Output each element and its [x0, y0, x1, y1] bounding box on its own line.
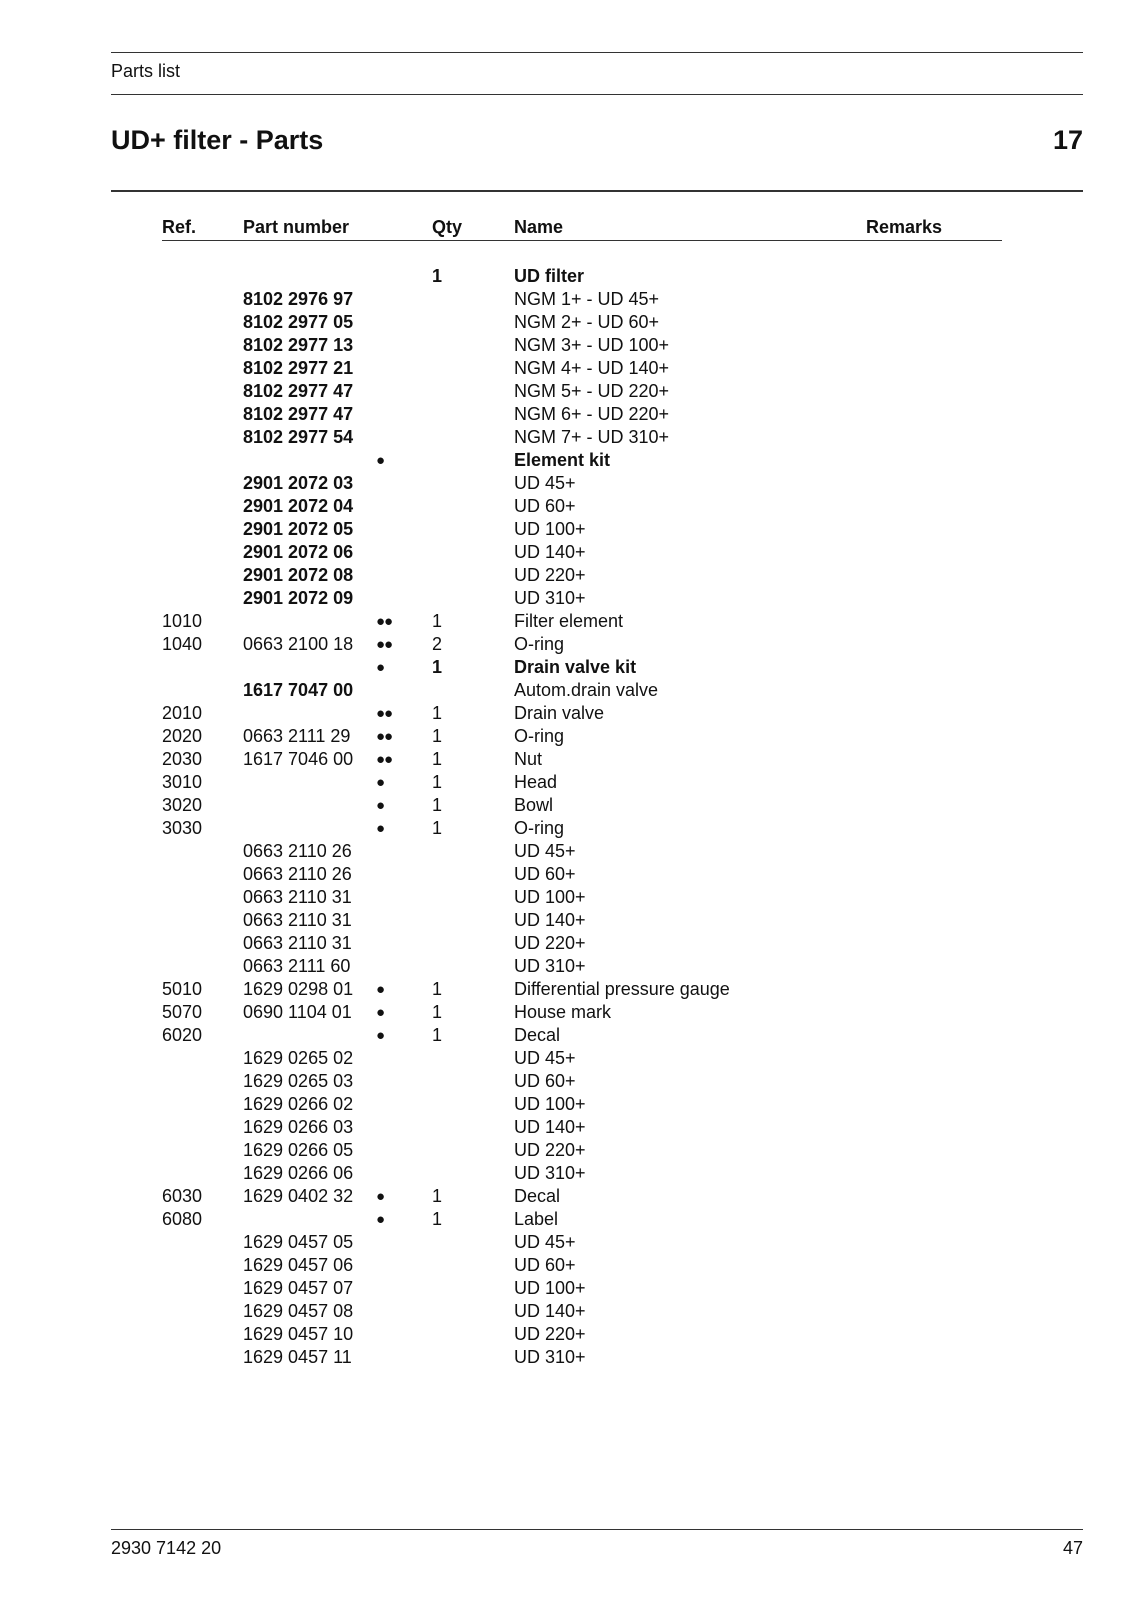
part-number-cell: 8102 2977 47	[243, 381, 354, 401]
table-row	[0, 633, 1131, 656]
qty-cell: 1	[432, 749, 443, 769]
table-row	[0, 518, 1131, 541]
table-row	[0, 863, 1131, 886]
table-row	[0, 1300, 1131, 1323]
footer-rule	[111, 1529, 1083, 1530]
name-cell: O-ring	[514, 726, 565, 746]
qty-cell: 1	[432, 818, 443, 838]
part-number-cell: 1629 0457 07	[243, 1278, 354, 1298]
qty-cell: 1	[432, 266, 443, 286]
table-row	[0, 1208, 1131, 1231]
ref-cell: 6030	[162, 1186, 203, 1206]
name-cell: UD 45+	[514, 1048, 576, 1068]
ref-cell: 2030	[162, 749, 203, 769]
level-marker: ●●	[376, 613, 393, 630]
part-number-cell: 1629 0266 02	[243, 1094, 354, 1114]
name-cell: UD 100+	[514, 887, 586, 907]
qty-cell: 1	[432, 795, 443, 815]
name-cell: Nut	[514, 749, 543, 769]
part-number-cell: 1629 0265 03	[243, 1071, 354, 1091]
name-cell: NGM 2+ - UD 60+	[514, 312, 660, 332]
qty-cell: 1	[432, 979, 443, 999]
section-number: 17	[1052, 125, 1083, 155]
column-header-remarks: Remarks	[866, 217, 943, 237]
ref-cell: 2010	[162, 703, 203, 723]
column-header-part-number: Part number	[243, 217, 350, 237]
page-number: 47	[1062, 1538, 1083, 1558]
part-number-cell: 0663 2110 31	[243, 910, 352, 930]
table-row	[0, 1185, 1131, 1208]
table-row	[0, 265, 1131, 288]
section-title: UD+ filter - Parts	[111, 125, 324, 155]
table-row	[0, 1277, 1131, 1300]
table-row	[0, 288, 1131, 311]
name-cell: Filter element	[514, 611, 624, 631]
name-cell: Drain valve kit	[514, 657, 637, 677]
name-cell: UD 45+	[514, 473, 576, 493]
table-row	[0, 403, 1131, 426]
table-row	[0, 1323, 1131, 1346]
part-number-cell: 1629 0265 02	[243, 1048, 354, 1068]
name-cell: House mark	[514, 1002, 612, 1022]
ref-cell: 6020	[162, 1025, 203, 1045]
table-row	[0, 426, 1131, 449]
part-number-cell: 1629 0457 10	[243, 1324, 354, 1344]
table-row	[0, 1024, 1131, 1047]
name-cell: Drain valve	[514, 703, 605, 723]
part-number-cell: 8102 2977 21	[243, 358, 354, 378]
table-row	[0, 357, 1131, 380]
part-number-cell: 8102 2977 54	[243, 427, 354, 447]
qty-cell: 1	[432, 726, 443, 746]
part-number-cell: 0663 2110 26	[243, 864, 352, 884]
ref-cell: 6080	[162, 1209, 203, 1229]
qty-cell: 1	[432, 1209, 443, 1229]
table-row	[0, 541, 1131, 564]
qty-cell: 1	[432, 1025, 443, 1045]
name-cell: NGM 7+ - UD 310+	[514, 427, 670, 447]
table-row	[0, 380, 1131, 403]
level-marker: ●	[376, 1004, 385, 1021]
part-number-cell: 1629 0266 06	[243, 1163, 354, 1183]
name-cell: UD 310+	[514, 1347, 586, 1367]
part-number-cell: 1629 0457 11	[243, 1347, 352, 1367]
name-cell: UD 60+	[514, 1255, 576, 1275]
table-row	[0, 311, 1131, 334]
ref-cell: 1040	[162, 634, 203, 654]
table-row	[0, 679, 1131, 702]
name-cell: UD 100+	[514, 519, 586, 539]
name-cell: NGM 6+ - UD 220+	[514, 404, 670, 424]
level-marker: ●	[376, 1027, 385, 1044]
qty-cell: 1	[432, 611, 443, 631]
part-number-cell: 0663 2111 29	[243, 726, 351, 746]
name-cell: UD 310+	[514, 588, 586, 608]
name-cell: NGM 1+ - UD 45+	[514, 289, 660, 309]
name-cell: UD 310+	[514, 1163, 586, 1183]
table-row	[0, 794, 1131, 817]
part-number-cell: 8102 2977 05	[243, 312, 354, 332]
level-marker: ●	[376, 659, 385, 676]
part-number-cell: 8102 2977 47	[243, 404, 354, 424]
table-row	[0, 725, 1131, 748]
level-marker: ●	[376, 1211, 385, 1228]
ref-cell: 3010	[162, 772, 203, 792]
part-number-cell: 1629 0298 01	[243, 979, 354, 999]
name-cell: UD 220+	[514, 1140, 586, 1160]
level-marker: ●	[376, 981, 385, 998]
name-cell: Bowl	[514, 795, 554, 815]
column-header-qty: Qty	[432, 217, 463, 237]
part-number-cell: 1629 0457 06	[243, 1255, 354, 1275]
name-cell: UD 310+	[514, 956, 586, 976]
name-cell: Head	[514, 772, 558, 792]
table-row	[0, 702, 1131, 725]
table-row	[0, 1231, 1131, 1254]
name-cell: NGM 5+ - UD 220+	[514, 381, 670, 401]
name-cell: UD 60+	[514, 864, 576, 884]
section-rule	[111, 190, 1083, 192]
qty-cell: 1	[432, 772, 443, 792]
name-cell: Autom.drain valve	[514, 680, 659, 700]
table-row	[0, 587, 1131, 610]
qty-cell: 1	[432, 703, 443, 723]
name-cell: Decal	[514, 1186, 561, 1206]
part-number-cell: 2901 2072 04	[243, 496, 354, 516]
part-number-cell: 1629 0457 05	[243, 1232, 354, 1252]
ref-cell: 5070	[162, 1002, 203, 1022]
name-cell: NGM 4+ - UD 140+	[514, 358, 670, 378]
column-header-name: Name	[514, 217, 564, 237]
part-number-cell: 0663 2110 31	[243, 887, 352, 907]
part-number-cell: 8102 2977 13	[243, 335, 354, 355]
level-marker: ●	[376, 797, 385, 814]
table-row	[0, 1254, 1131, 1277]
part-number-cell: 1629 0457 08	[243, 1301, 354, 1321]
name-cell: Label	[514, 1209, 559, 1229]
name-cell: UD 140+	[514, 1301, 586, 1321]
part-number-cell: 2901 2072 09	[243, 588, 354, 608]
table-row	[0, 817, 1131, 840]
part-number-cell: 0690 1104 01	[243, 1002, 352, 1022]
name-cell: Decal	[514, 1025, 561, 1045]
table-row	[0, 1070, 1131, 1093]
name-cell: UD 140+	[514, 910, 586, 930]
level-marker: ●	[376, 452, 385, 469]
table-row	[0, 1139, 1131, 1162]
table-row	[0, 1001, 1131, 1024]
header-bottom-rule	[111, 94, 1083, 95]
name-cell: UD 45+	[514, 841, 576, 861]
table-row	[0, 886, 1131, 909]
qty-cell: 1	[432, 1002, 443, 1022]
table-row	[0, 495, 1131, 518]
ref-cell: 1010	[162, 611, 203, 631]
name-cell: UD 220+	[514, 565, 586, 585]
table-row	[0, 748, 1131, 771]
column-header-underline	[162, 240, 1002, 241]
name-cell: UD 220+	[514, 933, 586, 953]
part-number-cell: 8102 2976 97	[243, 289, 354, 309]
ref-cell: 5010	[162, 979, 203, 999]
table-body	[0, 265, 1131, 1369]
part-number-cell: 0663 2110 26	[243, 841, 352, 861]
part-number-cell: 0663 2111 60	[243, 956, 351, 976]
table-row	[0, 1093, 1131, 1116]
name-cell: UD 220+	[514, 1324, 586, 1344]
name-cell: UD 100+	[514, 1094, 586, 1114]
table-row	[0, 656, 1131, 679]
table-row	[0, 1346, 1131, 1369]
name-cell: NGM 3+ - UD 100+	[514, 335, 670, 355]
name-cell: Differential pressure gauge	[514, 979, 730, 999]
part-number-cell: 0663 2110 31	[243, 933, 352, 953]
name-cell: UD 45+	[514, 1232, 576, 1252]
document-number: 2930 7142 20	[111, 1538, 222, 1558]
part-number-cell: 2901 2072 08	[243, 565, 354, 585]
part-number-cell: 1629 0266 03	[243, 1117, 354, 1137]
level-marker: ●●	[376, 705, 393, 722]
name-cell: UD 140+	[514, 542, 586, 562]
name-cell: Element kit	[514, 450, 611, 470]
part-number-cell: 2901 2072 06	[243, 542, 354, 562]
table-row	[0, 1162, 1131, 1185]
table-row	[0, 932, 1131, 955]
header-top-rule	[111, 52, 1083, 53]
part-number-cell: 1629 0402 32	[243, 1186, 354, 1206]
part-number-cell: 2901 2072 03	[243, 473, 354, 493]
table-row	[0, 955, 1131, 978]
name-cell: UD 60+	[514, 1071, 576, 1091]
part-number-cell: 1617 7046 00	[243, 749, 354, 769]
column-header-ref: Ref.	[162, 217, 197, 237]
part-number-cell: 2901 2072 05	[243, 519, 354, 539]
level-marker: ●●	[376, 751, 393, 768]
level-marker: ●●	[376, 728, 393, 745]
part-number-cell: 0663 2100 18	[243, 634, 354, 654]
qty-cell: 1	[432, 657, 443, 677]
qty-cell: 2	[432, 634, 443, 654]
name-cell: UD 140+	[514, 1117, 586, 1137]
table-row	[0, 909, 1131, 932]
part-number-cell: 1629 0266 05	[243, 1140, 354, 1160]
table-row	[0, 334, 1131, 357]
ref-cell: 3030	[162, 818, 203, 838]
part-number-cell: 1617 7047 00	[243, 680, 354, 700]
level-marker: ●	[376, 774, 385, 791]
table-row	[0, 449, 1131, 472]
ref-cell: 2020	[162, 726, 203, 746]
name-cell: O-ring	[514, 818, 565, 838]
level-marker: ●●	[376, 636, 393, 653]
table-row	[0, 472, 1131, 495]
table-row	[0, 771, 1131, 794]
level-marker: ●	[376, 820, 385, 837]
table-row	[0, 1116, 1131, 1139]
name-cell: O-ring	[514, 634, 565, 654]
name-cell: UD 60+	[514, 496, 576, 516]
table-row	[0, 840, 1131, 863]
qty-cell: 1	[432, 1186, 443, 1206]
name-cell: UD 100+	[514, 1278, 586, 1298]
name-cell: UD filter	[514, 266, 585, 286]
ref-cell: 3020	[162, 795, 203, 815]
running-head: Parts list	[111, 61, 181, 81]
table-row	[0, 1047, 1131, 1070]
table-row	[0, 564, 1131, 587]
table-row	[0, 978, 1131, 1001]
table-row	[0, 610, 1131, 633]
level-marker: ●	[376, 1188, 385, 1205]
